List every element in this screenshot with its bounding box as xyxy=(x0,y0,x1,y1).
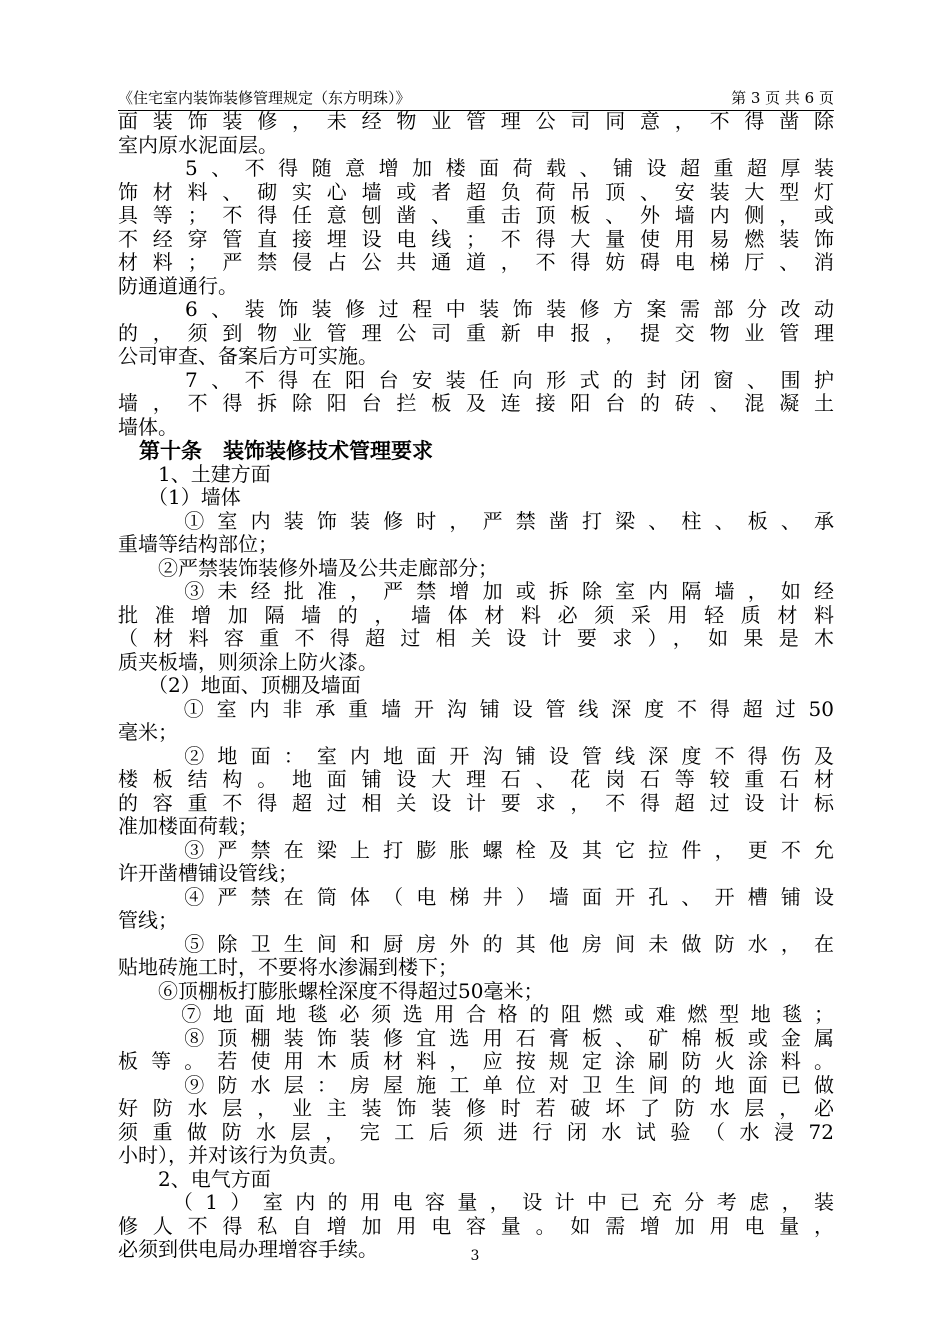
text-line: 墙，不得拆除阳台拦板及连接阳台的砖、混凝土 xyxy=(118,392,834,415)
page-header xyxy=(118,86,834,111)
text-line: （1）室内的用电容量，设计中已充分考虑，装 xyxy=(118,1191,834,1214)
text-line: ④严禁在筒体（电梯井）墙面开孔、开槽铺设 xyxy=(118,885,834,909)
text-line: 楼板结构。地面铺设大理石、花岗石等较重石材 xyxy=(118,768,834,791)
text-line: 材料；严禁侵占公共通道，不得妨碍电梯厅、消 xyxy=(118,251,834,274)
text-line: 毫米； xyxy=(118,721,178,744)
section-heading: 第十条 装饰装修技术管理要求 xyxy=(118,439,433,463)
text-line: 6、装饰装修过程中装饰装修方案需部分改动 xyxy=(118,298,834,321)
text-line: ⑦地面地毯必须选用合格的阻燃或难燃型地毯； xyxy=(118,1003,834,1026)
text-line: 5、不得随意增加楼面荷载、铺设超重超厚装 xyxy=(118,157,834,180)
page-info: 第 3 页 共 6 页 xyxy=(731,89,834,107)
document-body xyxy=(118,110,834,1262)
page-number: 3 xyxy=(470,1248,480,1264)
text-line: 质夹板墙，则须涂上防火漆。 xyxy=(118,650,378,674)
text-line: 须重做防水层，完工后须进行闭水试验（水浸72 xyxy=(118,1120,834,1144)
text-line: 批准增加隔墙的，墙体材料必须采用轻质材料 xyxy=(118,603,834,627)
text-line: ⑥顶棚板打膨胀螺栓深度不得超过50毫米； xyxy=(118,979,544,1003)
text-line: 公司审查、备案后方可实施。 xyxy=(118,345,378,368)
text-line: ③严禁在梁上打膨胀螺栓及其它拉件，更不允 xyxy=(118,838,834,862)
text-line: 2、电气方面 xyxy=(118,1167,271,1191)
text-line: 重墙等结构部位； xyxy=(118,533,278,556)
text-line: 防通道通行。 xyxy=(118,274,238,298)
text-line: （材料容重不得超过相关设计要求），如果是木 xyxy=(118,627,834,650)
text-line: ⑤除卫生间和厨房外的其他房间未做防水，在 xyxy=(118,932,834,956)
text-line: ①室内装饰装修时，严禁凿打梁、柱、板、承 xyxy=(118,509,834,533)
text-line: 准加楼面荷载； xyxy=(118,815,258,838)
text-line: 饰材料、砌实心墙或者超负荷吊顶、安装大型灯 xyxy=(118,180,834,204)
text-line: 7、不得在阳台安装任向形式的封闭窗、围护 xyxy=(118,368,834,392)
text-line: 的容重不得超过相关设计要求，不得超过设计标 xyxy=(118,791,834,815)
text-line: 的，须到物业管理公司重新申报，提交物业管理 xyxy=(118,321,834,345)
text-line: 墙体。 xyxy=(118,415,178,439)
text-line: 具等；不得任意刨凿、重击顶板、外墙内侧，或 xyxy=(118,204,834,227)
document-title: 《住宅室内装饰装修管理规定（东方明珠）》 xyxy=(118,89,411,107)
text-line: 许开凿槽铺设管线； xyxy=(118,862,298,885)
text-line: 室内原水泥面层。 xyxy=(118,133,278,157)
text-line: ②严禁装饰装修外墙及公共走廊部分； xyxy=(118,556,498,580)
text-line: ⑨防水层：房屋施工单位对卫生间的地面已做 xyxy=(118,1073,834,1097)
text-line: ⑧顶棚装饰装修宜选用石膏板、矿棉板或金属 xyxy=(118,1026,834,1050)
text-line: 小时），并对该行为负责。 xyxy=(118,1144,348,1167)
text-line: 修人不得私自增加用电容量。如需增加用电量， xyxy=(118,1214,834,1238)
text-line: 好防水层，业主装饰装修时若破坏了防水层，必 xyxy=(118,1097,834,1120)
text-line: ②地面：室内地面开沟铺设管线深度不得伤及 xyxy=(118,744,834,768)
text-line: 管线； xyxy=(118,909,178,932)
text-line: 面装饰装修，未经物业管理公司同意，不得凿除 xyxy=(118,110,834,133)
text-line: （1）墙体 xyxy=(118,486,241,509)
text-line: 板等。若使用木质材料，应按规定涂刷防火涂料。 xyxy=(118,1050,834,1073)
text-line: 不经穿管直接埋设电线；不得大量使用易燃装饰 xyxy=(118,227,834,251)
text-line: 贴地砖施工时，不要将水渗漏到楼下； xyxy=(118,956,458,979)
text-line: 必须到供电局办理增容手续。 xyxy=(118,1238,378,1261)
text-line: （2）地面、顶棚及墙面 xyxy=(118,674,361,697)
text-line: 1、土建方面 xyxy=(118,462,271,486)
text-line: ③未经批准，严禁增加或拆除室内隔墙，如经 xyxy=(118,580,834,603)
text-line: ①室内非承重墙开沟铺设管线深度不得超过50 xyxy=(118,697,834,721)
